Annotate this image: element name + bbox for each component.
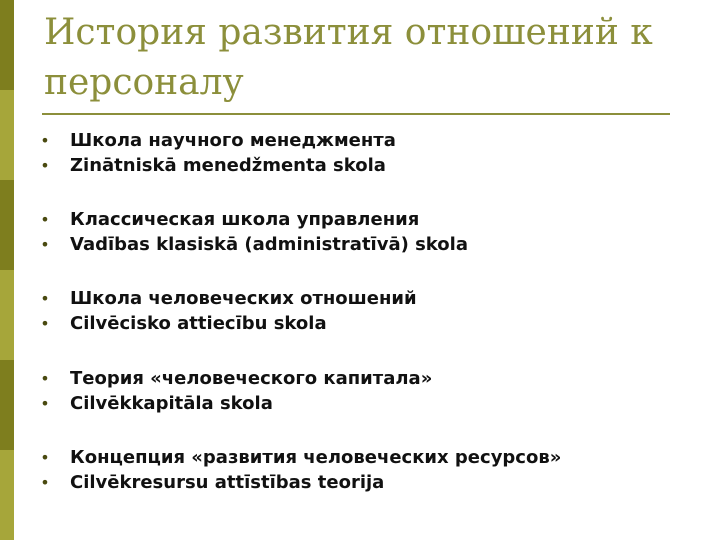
list-item-text: Школа научного менеджмента (70, 130, 396, 151)
bullet-icon: • (40, 394, 50, 413)
side-accent-segment (0, 270, 14, 360)
list-item-text: Теория «человеческого капитала» (70, 368, 433, 389)
side-accent-bar (0, 0, 14, 540)
bullet-group (36, 286, 696, 336)
bullet-group (36, 207, 696, 257)
list-item-text: Zinātniskā menedžmenta skola (70, 155, 386, 176)
list-item (36, 286, 696, 311)
list-item-text: Cilvēkkapitāla skola (70, 393, 273, 414)
bullet-icon: • (40, 369, 50, 388)
side-accent-segment (0, 450, 14, 540)
title-underline (42, 113, 670, 115)
bullet-icon: • (40, 131, 50, 150)
bullet-group (36, 128, 696, 178)
list-item-text: Vadības klasiskā (administratīvā) skola (70, 234, 468, 255)
list-item-text: Cilvēkresursu attīstības teorija (70, 472, 385, 493)
list-item (36, 232, 696, 257)
list-item (36, 153, 696, 178)
bullet-group (36, 445, 696, 495)
list-item (36, 128, 696, 153)
list-item (36, 366, 696, 391)
bullet-icon: • (40, 289, 50, 308)
bullet-icon: • (40, 235, 50, 254)
bullet-icon: • (40, 448, 50, 467)
bullet-icon: • (40, 210, 50, 229)
list-item (36, 207, 696, 232)
list-item (36, 391, 696, 416)
list-item-text: Школа человеческих отношений (70, 288, 417, 309)
list-item (36, 445, 696, 470)
bullet-group (36, 366, 696, 416)
list-item (36, 470, 696, 495)
list-item-text: Концепция «развития человеческих ресурсов» (70, 447, 562, 468)
list-item (36, 311, 696, 336)
list-item-text: Классическая школа управления (70, 209, 420, 230)
bullet-icon: • (40, 314, 50, 333)
side-accent-segment (0, 90, 14, 180)
list-item-text: Cilvēcisko attiecību skola (70, 313, 327, 334)
bullet-icon: • (40, 156, 50, 175)
bullet-icon: • (40, 473, 50, 492)
slide-title: История развития отношений к персоналу (44, 12, 653, 103)
